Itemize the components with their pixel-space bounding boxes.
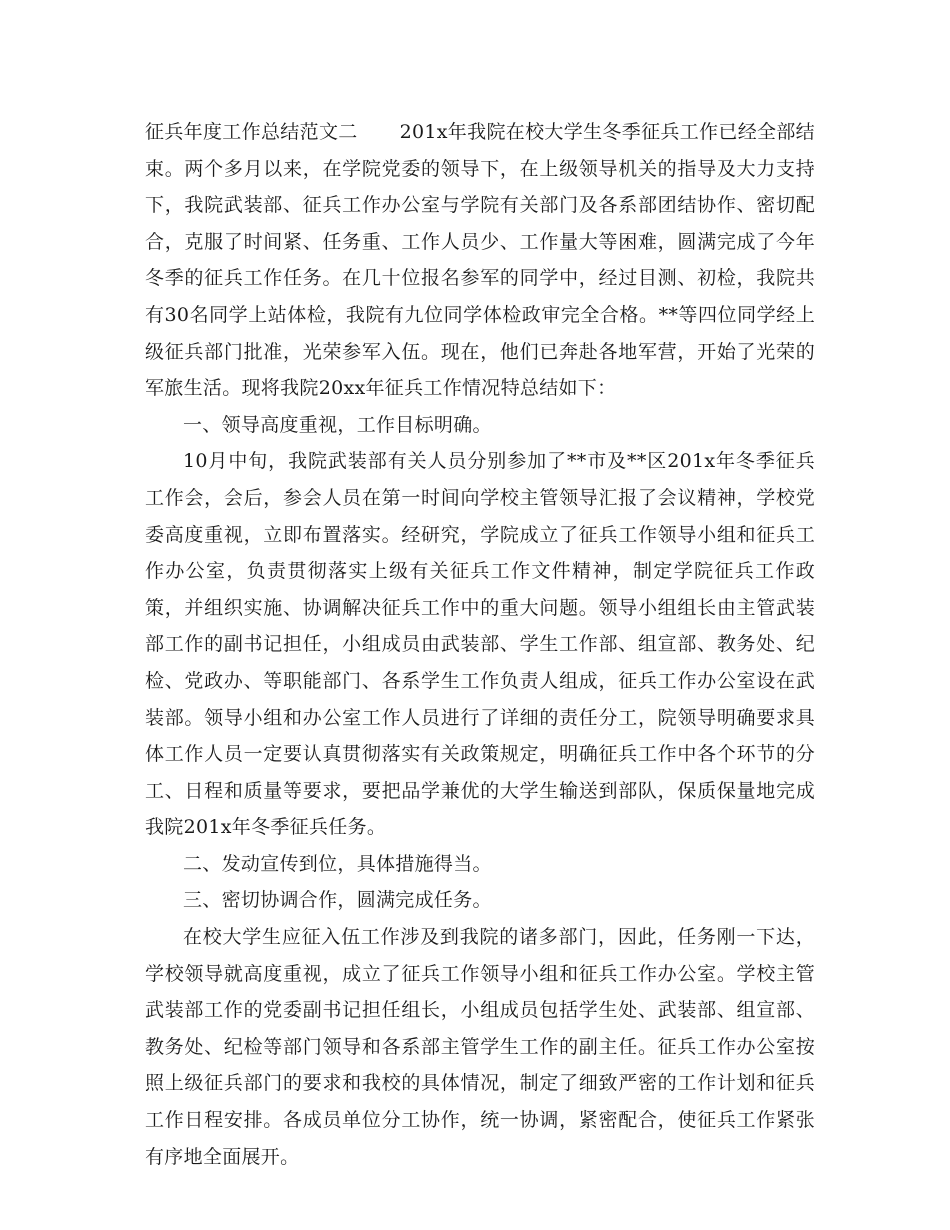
body-paragraph-3: 在校大学生应征入伍工作涉及到我院的诸多部门，因此，任务刚一下达，学校领导就高度重视，成立了征兵工作领导小组和征兵工作办公室。学校主管武装部工作的党委副书记担任组长，小组成员包括学生处、武装部、组宣部、教务处、纪检等部门领导和各系部主管学生工作的副主任。征兵工作办公室按照上级征兵部门的要求和我校的具体情况，制定了细致严密的工作计划和征兵工作日程安排。各成员单位分工协作，统一协调，紧密配合，使征兵工作紧张有序地全面展开。	[145, 926, 815, 1168]
section-heading-2: 二、发动宣传到位，具体措施得当。	[183, 852, 492, 875]
document-body	[145, 114, 815, 1175]
document-title: 征兵年度工作总结范文二	[145, 121, 358, 143]
intro-paragraph	[145, 114, 815, 407]
section-heading-3: 三、密切协调合作，圆满完成任务。	[183, 889, 492, 912]
intro-text: 201x年我院在校大学生冬季征兵工作已经全部结束。两个多月以来，在学院党委的领导下，在上级领导机关的指导及大力支持下，我院武装部、征兵工作办公室与学院有关部门及各系部团结协作、密切配合，克服了时间紧、任务重、工作人员少、工作量大等困难，圆满完成了今年冬季的征兵工作任务。在几十位报名参军的同学中，经过目测、初检，我院共有30名同学上站体检，我院有九位同学体检政审完全合格。**等四位同学经上级征兵部门批准，光荣参军入伍。现在，他们已奔赴各地军营，开始了光荣的军旅生活。现将我院20xx年征兵工作情况特总结如下：	[145, 121, 815, 400]
section-heading-1: 一、领导高度重视，工作目标明确。	[183, 413, 492, 436]
body-paragraph-1: 10月中旬，我院武装部有关人员分别参加了**市及**区201x年冬季征兵工作会，会后，参会人员在第一时间向学校主管领导汇报了会议精神，学校党委高度重视，立即布置落实。经研究，学院成立了征兵工作领导小组和征兵工作办公室，负责贯彻落实上级有关征兵工作文件精神，制定学院征兵工作政策，并组织实施、协调解决征兵工作中的重大问题。领导小组组长由主管武装部工作的副书记担任，小组成员由武装部、学生工作部、组宣部、教务处、纪检、党政办、等职能部门、各系学生工作负责人组成，征兵工作办公室设在武装部。领导小组和办公室工作人员进行了详细的责任分工，院领导明确要求具体工作人员一定要认真贯彻落实有关政策规定，明确征兵工作中各个环节的分工、日程和质量等要求，要把品学兼优的大学生输送到部队，保质保量地完成我院201x年冬季征兵任务。	[145, 450, 815, 839]
